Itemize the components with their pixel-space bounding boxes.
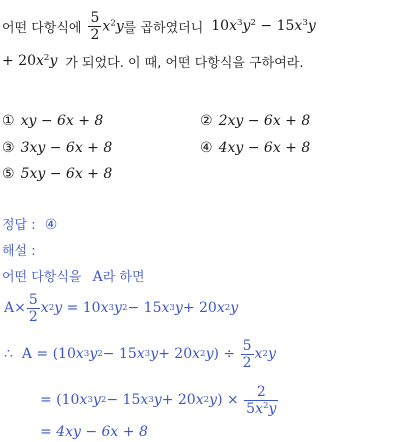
- intro-prefix: 어떤 다항식을: [2, 270, 82, 285]
- problem-monomial: $\frac{5}{2}$ $x^2y$: [90, 9, 124, 43]
- choice-4[interactable]: [200, 137, 310, 156]
- problem-mid: 를 곱하였더니: [123, 20, 204, 36]
- answer-label: 정답 :: [2, 218, 36, 233]
- choice-3-text: 3xy − 6x + 8: [20, 140, 113, 156]
- equation-1: A × $\frac{5}{2}$ x 2 y = 10 x 3 y 2 − 15 x 3 y + 20 x 2 y: [4, 291, 239, 325]
- therefore-symbol: ∴: [4, 346, 13, 362]
- problem-line-2: [2, 50, 303, 72]
- choice-2-text: 2xy − 6x + 8: [218, 113, 311, 129]
- intro-var: A: [92, 269, 103, 285]
- choice-4-text: 4xy − 6x + 8: [218, 140, 311, 156]
- choice-2[interactable]: [200, 110, 310, 129]
- answer-line: [2, 214, 63, 233]
- intro-suffix: 라 하면: [102, 270, 145, 285]
- choice-5-text: 5xy − 6x + 8: [20, 166, 113, 182]
- choice-5-number: ⑤: [2, 166, 15, 182]
- choice-2-number: ②: [200, 113, 213, 129]
- problem-line-1: [2, 6, 316, 46]
- problem-product-cont: + $20x^2y$: [2, 53, 58, 69]
- equation-2-var: A: [21, 346, 32, 362]
- choice-3-number: ③: [2, 140, 15, 156]
- choice-1[interactable]: [2, 110, 103, 129]
- equation-1-var: A: [4, 300, 15, 316]
- choice-1-text: xy − 6x + 8: [20, 113, 104, 129]
- equation-2: ∴ A = (10 x 3 y 2 − 15 x 3 y + 20 x 2 y ) ÷ $\frac{5}{2}$ x 2 y: [4, 337, 276, 371]
- answer-value: ④: [44, 217, 58, 233]
- choice-4-number: ④: [200, 140, 213, 156]
- problem-prefix: 어떤 다항식에: [2, 20, 82, 36]
- equation-3: = (10 x 3 y 2 − 15 x 3 y + 20 x 2 y ) × $\frac{2}{5x^2y}$: [40, 383, 277, 417]
- explanation-intro: [2, 266, 145, 285]
- choice-1-number: ①: [2, 113, 15, 129]
- equation-final: = 4xy − 6x + 8: [40, 424, 148, 440]
- choice-3[interactable]: [2, 137, 112, 156]
- problem-product: $10x^3y^2 - 15x^3y$: [211, 18, 316, 34]
- explanation-label: 해설 :: [2, 244, 36, 259]
- choice-5[interactable]: [2, 163, 112, 182]
- problem-suffix: 가 되었다. 이 때, 어떤 다항식을 구하여라.: [65, 55, 304, 71]
